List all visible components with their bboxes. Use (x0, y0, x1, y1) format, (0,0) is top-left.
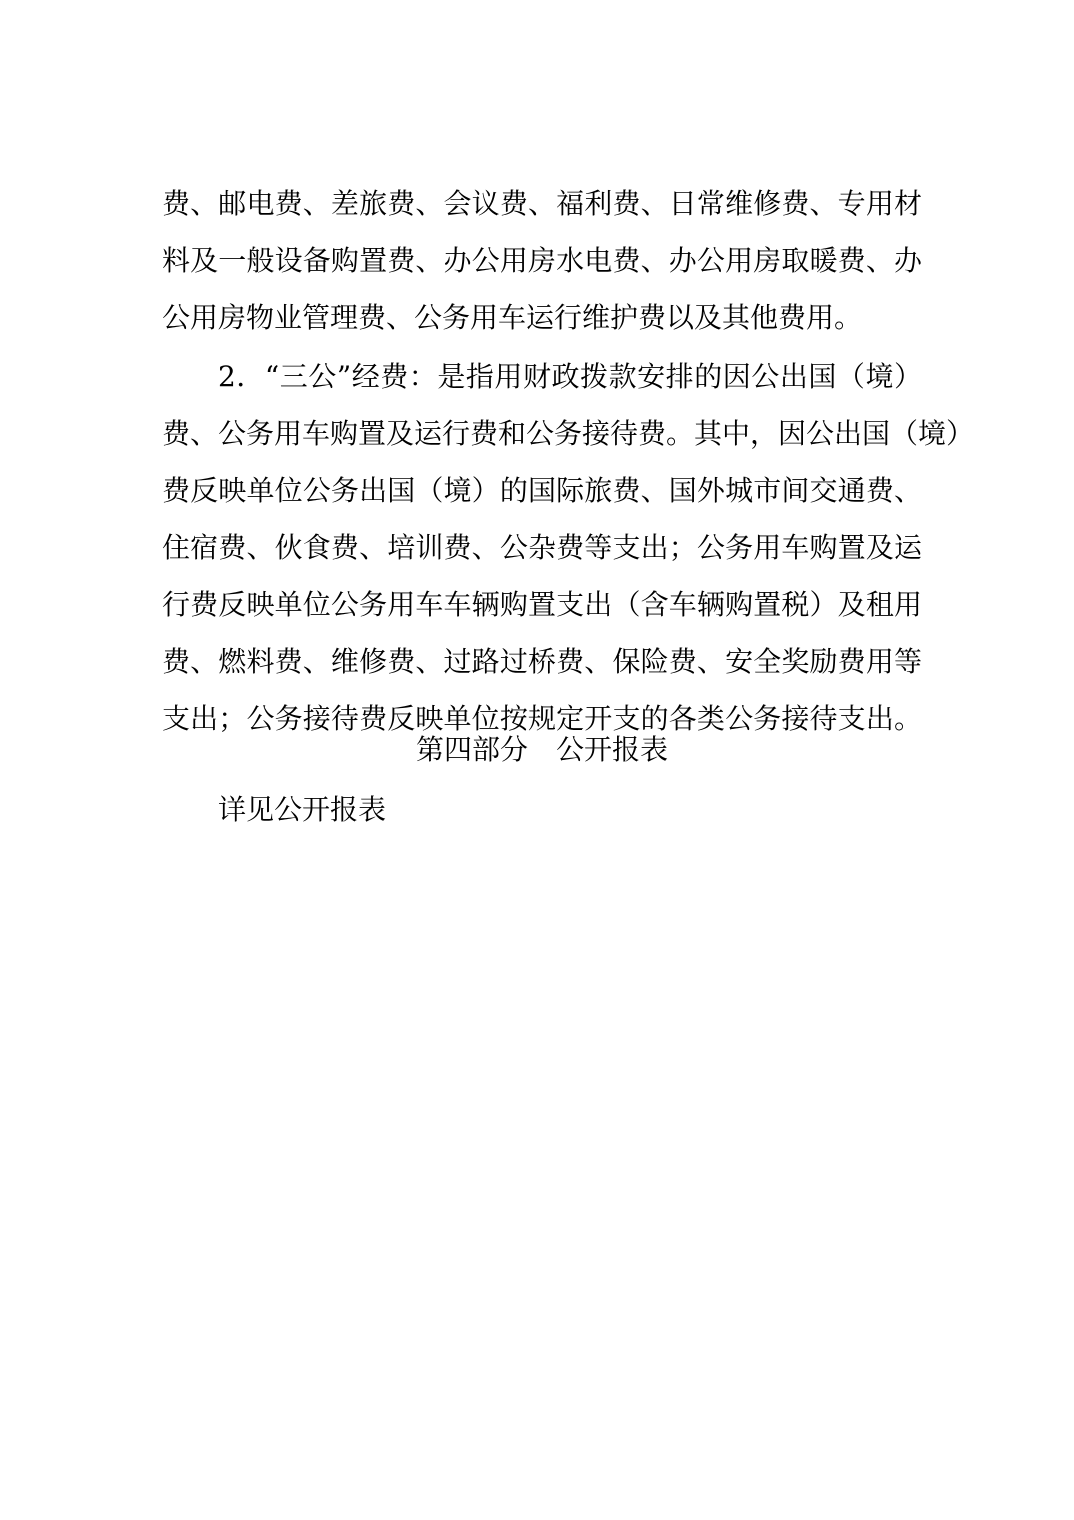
paragraph-line: 行费反映单位公务用车车辆购置支出（含车辆购置税）及租用 (162, 588, 922, 621)
section-note: 详见公开报表 (218, 793, 387, 826)
paragraph-line: 料及一般设备购置费、办公用房水电费、办公用房取暖费、办 (162, 244, 922, 277)
paragraph-line: 2．“三公”经费：是指用财政拨款安排的因公出国（境） (218, 360, 922, 393)
paragraph-line: 公用房物业管理费、公务用车运行维护费以及其他费用。 (162, 301, 863, 334)
paragraph-line: 费、邮电费、差旅费、会议费、福利费、日常维修费、专用材 (162, 187, 922, 220)
paragraph-line: 支出；公务接待费反映单位按规定开支的各类公务接待支出。 (162, 702, 922, 735)
paragraph-line: 住宿费、伙食费、培训费、公杂费等支出；公务用车购置及运 (162, 531, 922, 564)
section-heading: 第四部分 公开报表 (415, 733, 668, 766)
paragraph-line: 费、公务用车购置及运行费和公务接待费。其中，因公出国（境） (162, 417, 975, 450)
paragraph-line: 费、燃料费、维修费、过路过桥费、保险费、安全奖励费用等 (162, 645, 922, 678)
paragraph-line: 费反映单位公务出国（境）的国际旅费、国外城市间交通费、 (162, 474, 922, 507)
